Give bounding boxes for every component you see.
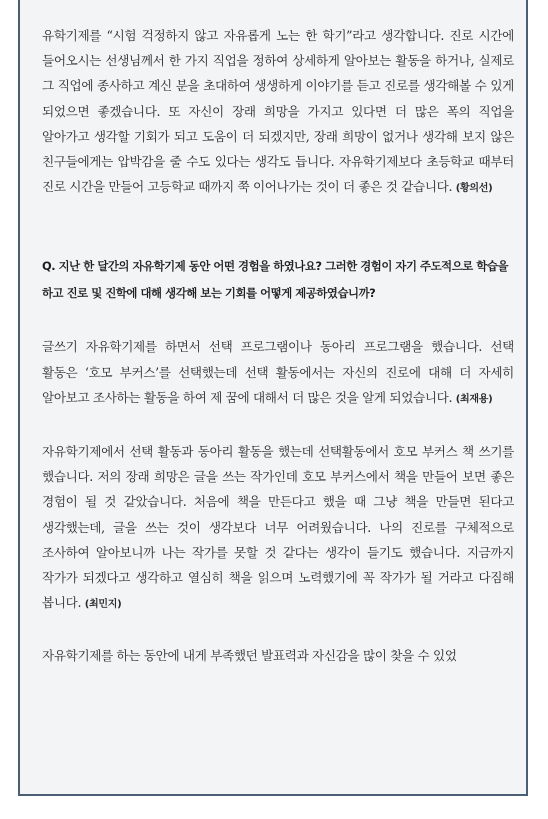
document-frame: [18, 0, 528, 796]
answer-text: 자유학기제에서 선택 활동과 동아리 활동을 했는데 선택활동에서 호모 부커스 책 쓰기를 했습니다. 저의 장래 희망은 글을 쓰는 작가인데 호모 부커스에서 책을 만들어 보면 좋은 경험이 될 것 같았습니다. 처음에 책을 만든다고 했을 때 그냥 책을 만들면 된다고 생각했는데, 글을 쓰는 것이 생각보다 너무 어려웠습니다. 나의 진로를 구체적으로 조사하여 알아보니까 나는 작가를 못할 것 같다는 생각이 들기도 했습니다. 지금까지 작가가 되겠다고 생각하고 열심히 책을 읽으며 노력했기에 꼭 작가가 될 거라고 다짐해 봅니다.: [42, 444, 514, 611]
document-content: [42, 23, 514, 669]
answer-paragraph-truncated: [42, 643, 514, 668]
opinion-paragraph: [42, 23, 514, 201]
paragraph-text: 유학기제를 “시험 걱정하지 않고 자유롭게 노는 한 학기”라고 생각합니다. 진로 시간에 들어오시는 선생님께서 한 가지 직업을 정하여 상세하게 알아보는 활동을 하거나, 실제로 그 직업에 종사하고 계신 분을 초대하여 생생하게 이야기를 듣고 진로를 생각해볼 수 있게 되었으면 좋겠습니다. 또 자신이 장래 희망을 가지고 있다면 더 많은 폭의 직업을 알아가고 생각할 기회가 되고 도움이 더 되겠지만, 장래 희망이 없거나 생각해 보지 않은 친구들에게는 압박감을 줄 수도 있다는 생각도 듭니다. 자유학기제보다 초등학교 때부터 진로 시간을 만들어 고등학교 때까지 쭉 이어나가는 것이 더 좋은 것 같습니다.: [42, 28, 514, 195]
answer-paragraph: [42, 334, 514, 412]
answer-paragraph: [42, 439, 514, 617]
author-signature: (최민지): [84, 599, 122, 611]
interview-question: Q. 지난 한 달간의 자유학기제 동안 어떤 경험을 하였나요? 그러한 경험이 자기 주도적으로 학습을 하고 진로 및 진학에 대해 생각해 보는 기회를 어떻게 제공하였습니까?: [42, 259, 508, 301]
answer-text: 글쓰기 자유학기제를 하면서 선택 프로그램이나 동아리 프로그램을 했습니다. 선택 활동은 ‘호모 부커스’를 선택했는데 선택 활동에서는 자신의 진로에 대해 더 자세히 알아보고 조사하는 활동을 하여 제 꿈에 대해서 더 많은 것을 알게 되었습니다.: [42, 339, 514, 405]
author-signature: (최재용): [455, 393, 493, 405]
answer-text: 자유학기제를 하는 동안에 내게 부족했던 발표력과 자신감을 많이 찾을 수 있었: [42, 648, 457, 664]
author-signature: (황의선): [455, 183, 493, 195]
